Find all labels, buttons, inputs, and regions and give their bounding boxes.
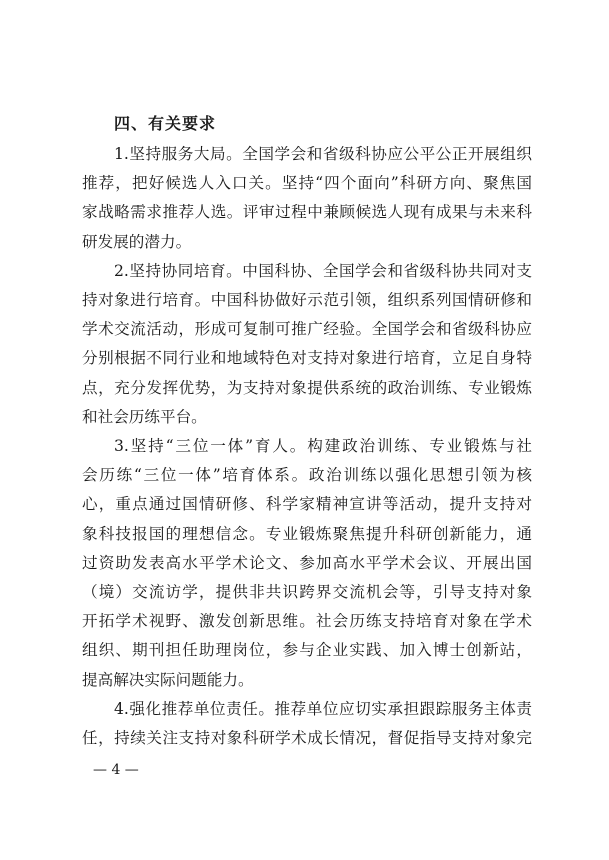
paragraph-line: 持对象进行培育。中国科协做好示范引领，组织系列国情研修和 [82,291,532,310]
paragraph-line: 2.坚持协同培育。中国科协、全国学会和省级科协共同对支 [114,261,532,280]
paragraph-line: 家战略需求推荐人选。评审过程中兼顾候选人现有成果与未来科 [82,203,532,222]
paragraph-3 [82,432,532,695]
paragraph-line: 推荐，把好候选人入口关。坚持“四个面向”科研方向、聚焦国 [82,174,532,193]
paragraph-line: 学术交流活动，形成可复制可推广经验。全国学会和省级科协应 [82,320,532,339]
paragraph-line: 开拓学术视野、激发创新思维。社会历练支持培育对象在学术 [82,612,532,631]
paragraph-line: 3.坚持“三位一体”育人。构建政治训练、专业锻炼与社 [114,437,532,456]
paragraph-line: 和社会历练平台。 [82,407,207,426]
paragraph-line: 象科技报国的理想信念。专业锻炼聚焦提升科研创新能力，通 [82,524,532,543]
paragraph-line: 4.强化推荐单位责任。推荐单位应切实承担跟踪服务主体责 [114,699,532,718]
paragraph-line: （境）交流访学，提供非共识跨界交流机会等，引导支持对象 [82,583,532,602]
page-number: — 4 — [93,762,139,778]
paragraph-line: 组织、期刊担任助理岗位，参与企业实践、加入博士创新站， [82,641,532,660]
section-heading: 四、有关要求 [114,114,217,133]
paragraph-line: 心，重点通过国情研修、科学家精神宣讲等活动，提升支持对 [82,495,532,514]
paragraph-line: 分别根据不同行业和地域特色对支持对象进行培育，立足自身特 [82,349,532,368]
paragraph-2 [82,257,532,432]
paragraph-line: 过资助发表高水平学术论文、参加高水平学术会议、开展出国 [82,553,532,572]
paragraph-1 [82,140,532,257]
paragraph-line: 1.坚持服务大局。全国学会和省级科协应公平公正开展组织 [114,145,532,163]
page-content [82,108,532,753]
paragraph-4 [82,695,532,753]
paragraph-line: 研发展的潜力。 [82,232,192,251]
paragraph-line: 任，持续关注支持对象科研学术成长情况，督促指导支持对象完 [82,729,532,748]
paragraph-line: 点，充分发挥优势，为支持对象提供系统的政治训练、专业锻炼 [82,378,532,397]
paragraph-line: 提高解决实际问题能力。 [82,670,254,689]
paragraph-line: 会历练“三位一体”培育体系。政治训练以强化思想引领为核 [82,466,532,485]
